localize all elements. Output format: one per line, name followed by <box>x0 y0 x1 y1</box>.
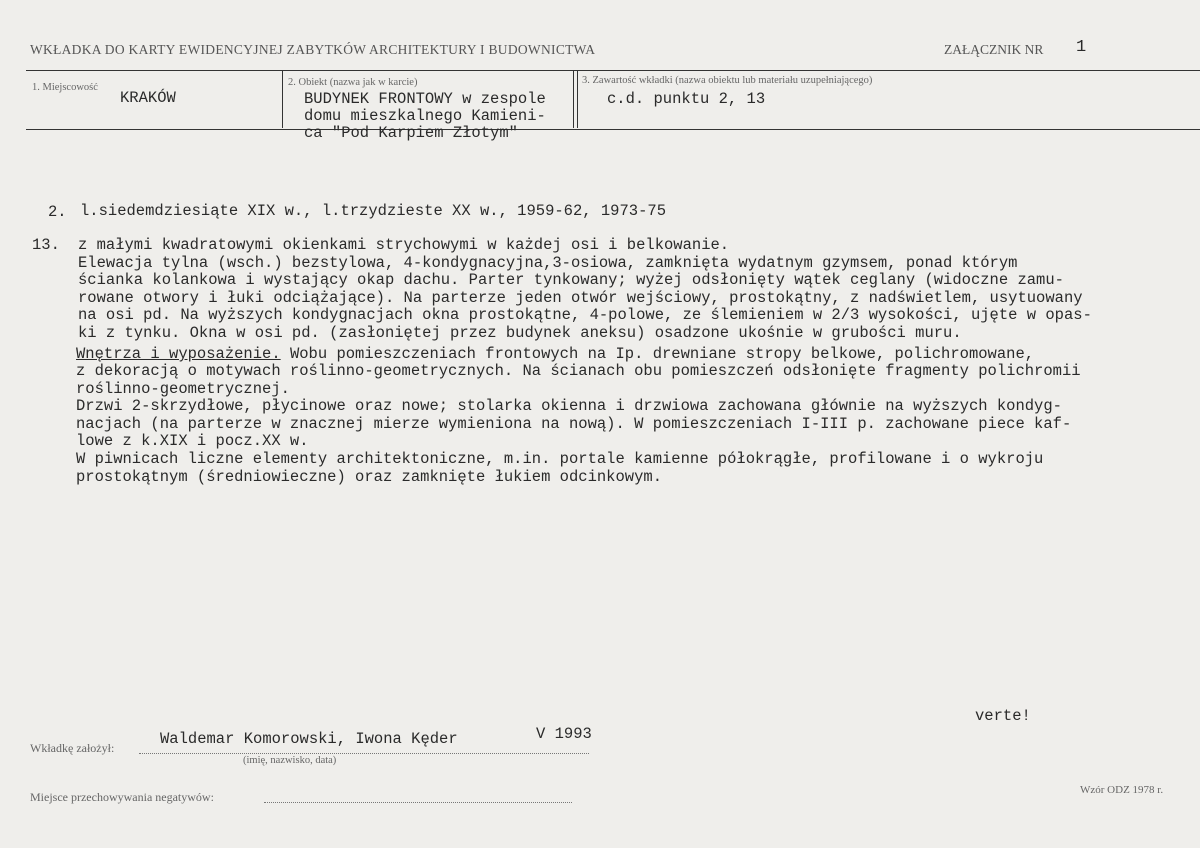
author-date: V 1993 <box>536 725 592 743</box>
author-line <box>139 752 589 754</box>
interiors-first-line <box>76 346 1034 364</box>
field-divider <box>577 70 578 128</box>
interiors-first-text: Wobu pomieszczeniach frontowych na Ip. drewniane stropy belkowe, polichromowane, <box>280 345 1035 363</box>
author-value: Waldemar Komorowski, Iwona Kęder <box>160 730 458 748</box>
author-label: Wkładkę założył: <box>30 741 115 755</box>
miejscowosc-value: KRAKÓW <box>120 89 176 107</box>
item-13-paragraph: z małymi kwadratowymi okienkami strychowymi w każdej osi i belkowanie. Elewacja tylna (wsch.) bezstylowa, 4-kondygnacyjna,3-osiowa, zamknięta wydatnym gzymsem, ponad którym ścianka kolankowa i wystający okap dachu. Parter tynkowany; wyżej odsłonięty wątek ceglany (widoczne zamu- rowane otwory i łuki odciążające). Na parterze jeden otwór wejściowy, prostokątny, z nadświetlem, usytuowany na osi pd. Na wyższych kondygnacjach okna prostokątne, 4-polowe, ze ślemieniem w 2/3 wysokości, ujęte w opas- ki z tynku. Okna w osi pd. (zasłoniętej przez budynek aneksu) osadzone ukośnie w grubości muru. <box>78 236 1092 342</box>
zawartosc-value: c.d. punktu 2, 13 <box>607 90 766 108</box>
form-reference: Wzór ODZ 1978 r. <box>1080 784 1164 796</box>
negatives-label: Miejsce przechowywania negatywów: <box>30 790 214 804</box>
item-13-number: 13. <box>32 236 60 254</box>
negatives-line <box>264 801 572 803</box>
card-title: WKŁADKA DO KARTY EWIDENCYJNEJ ZABYTKÓW ARCHITEKTURY I BUDOWNICTWA <box>30 42 596 57</box>
verte-note: verte! <box>975 707 1031 725</box>
author-sublabel: (imię, nazwisko, data) <box>243 755 337 766</box>
attachment-number: 1 <box>1076 38 1087 57</box>
obiekt-label: 2. Obiekt (nazwa jak w karcie) <box>288 77 418 88</box>
miejscowosc-label: 1. Miejscowość <box>32 82 98 93</box>
obiekt-value: BUDYNEK FRONTOWY w zespole domu mieszkalnego Kamieni- ca "Pod Karpiem Złotym" <box>304 90 546 142</box>
item-2-number: 2. <box>48 203 67 221</box>
field-divider <box>282 70 283 128</box>
item-2-text: l.siedemdziesiąte XIX w., l.trzydzieste XX w., 1959-62, 1973-75 <box>80 202 666 220</box>
interiors-heading: Wnętrza i wyposażenie. <box>76 345 281 363</box>
field-divider <box>573 70 574 128</box>
attachment-label: ZAŁĄCZNIK NR <box>944 42 1044 57</box>
interiors-paragraph: z dekoracją o motywach roślinno-geometrycznych. Na ścianach obu pomieszczeń odsłonięte fragmenty polichromii roślinno-geometrycznej. Drzwi 2-skrzydłowe, płycinowe oraz nowe; stolarka okienna i drzwiowa zachowana głównie na wyższych kondyg- nacjach (na parterze w znacznej mierze wymieniona na nową). W pomieszczeniach I-III p. zachowane piece kaf- lowe z k.XIX i pocz.XX w. W piwnicach liczne elementy architektoniczne, m.in. portale kamienne półokrągłe, profilowane i o wykroju prostokątnym (średniowieczne) oraz zamknięte łukiem odcinkowym. <box>76 362 1081 486</box>
zawartosc-label: 3. Zawartość wkładki (nazwa obiektu lub materiału uzupełniającego) <box>582 75 873 86</box>
